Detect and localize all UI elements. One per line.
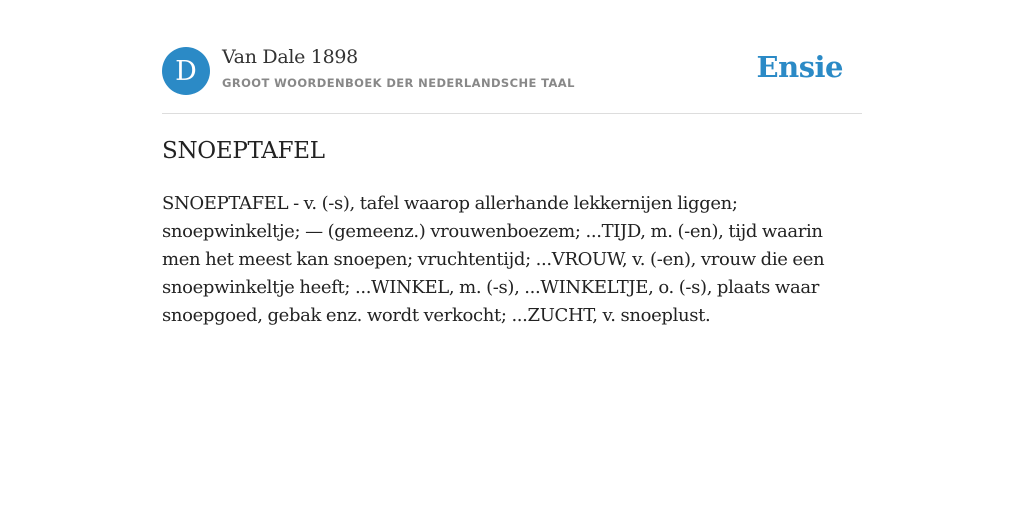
entry-term: SNOEPTAFEL — [162, 138, 325, 164]
header — [162, 0, 862, 114]
source-title[interactable]: Van Dale 1898 — [222, 46, 358, 68]
entry-definition: SNOEPTAFEL - v. (-s), tafel waarop allerhande lekkernijen liggen; snoepwinkeltje; — (gemeenz.) vrouwenboezem; ...TIJD, m. (-en), tijd waarin men het meest kan snoepen; vruchtentijd; ...VROUW, v. (-en), vrouw die een snoepwinkeltje heeft; ...WINKEL, m. (-s), ...WINKELTJE, o. (-s), plaats waar snoepgoed, gebak enz. wordt verkocht; ...ZUCHT, v. snoeplust. — [162, 193, 825, 326]
dictionary-page — [162, 0, 862, 326]
source-subtitle: GROOT WOORDENBOEK DER NEDERLANDSCHE TAAL — [222, 76, 575, 90]
brand-logo[interactable]: Ensie — [756, 50, 843, 84]
source-avatar[interactable]: D — [162, 47, 210, 95]
